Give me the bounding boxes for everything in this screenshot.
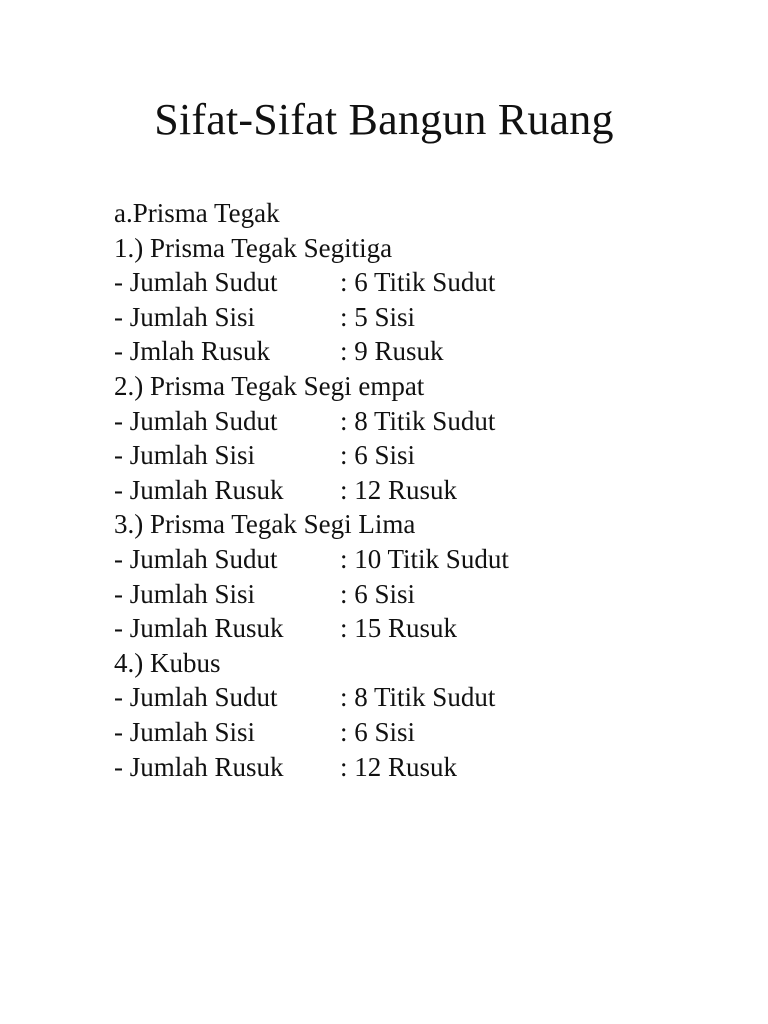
property-label: - Jumlah Rusuk [114, 613, 284, 644]
shape-block-prisma-segi-empat [114, 369, 509, 507]
shape-block-prisma-segitiga [114, 231, 509, 369]
section-heading: a.Prisma Tegak [114, 198, 280, 228]
property-value: : 8 Titik Sudut [340, 682, 496, 713]
shape-heading: 4.) Kubus [114, 647, 221, 678]
property-row [114, 300, 509, 335]
property-row [114, 404, 509, 439]
property-row [114, 334, 509, 369]
property-value: : 15 Rusuk [340, 613, 458, 644]
property-label: - Jumlah Sudut [114, 543, 278, 574]
property-value: : 12 Rusuk [340, 474, 458, 505]
property-row [114, 542, 509, 577]
property-row [114, 611, 509, 646]
property-value: : 6 Titik Sudut [340, 267, 496, 298]
property-label: - Jumlah Rusuk [114, 474, 284, 505]
property-row [114, 473, 509, 508]
property-label: - Jumlah Sisi [114, 578, 256, 609]
property-value: : 5 Sisi [340, 301, 416, 332]
property-value: : 6 Sisi [340, 578, 416, 609]
document-body [114, 196, 509, 784]
property-value: : 12 Rusuk [340, 751, 458, 782]
property-row [114, 265, 509, 300]
property-label: - Jumlah Sisi [114, 301, 256, 332]
property-value: : 10 Titik Sudut [340, 543, 509, 574]
property-row [114, 577, 509, 612]
shape-block-kubus [114, 646, 509, 784]
page-title: Sifat-Sifat Bangun Ruang [154, 95, 614, 144]
property-label: - Jumlah Sudut [114, 267, 278, 298]
property-row [114, 750, 509, 785]
property-value: : 6 Sisi [340, 716, 416, 747]
property-label: - Jumlah Rusuk [114, 751, 284, 782]
property-value: : 8 Titik Sudut [340, 405, 496, 436]
shape-heading: 1.) Prisma Tegak Segitiga [114, 232, 393, 263]
property-row [114, 715, 509, 750]
property-label: - Jmlah Rusuk [114, 336, 271, 367]
property-label: - Jumlah Sudut [114, 405, 278, 436]
property-label: - Jumlah Sisi [114, 716, 256, 747]
shape-heading: 2.) Prisma Tegak Segi empat [114, 370, 425, 401]
property-row [114, 438, 509, 473]
property-label: - Jumlah Sudut [114, 682, 278, 713]
shape-heading: 3.) Prisma Tegak Segi Lima [114, 509, 416, 540]
shape-block-prisma-segi-lima [114, 507, 509, 645]
property-value: : 6 Sisi [340, 440, 416, 471]
property-label: - Jumlah Sisi [114, 440, 256, 471]
property-value: : 9 Rusuk [340, 336, 444, 367]
property-row [114, 680, 509, 715]
